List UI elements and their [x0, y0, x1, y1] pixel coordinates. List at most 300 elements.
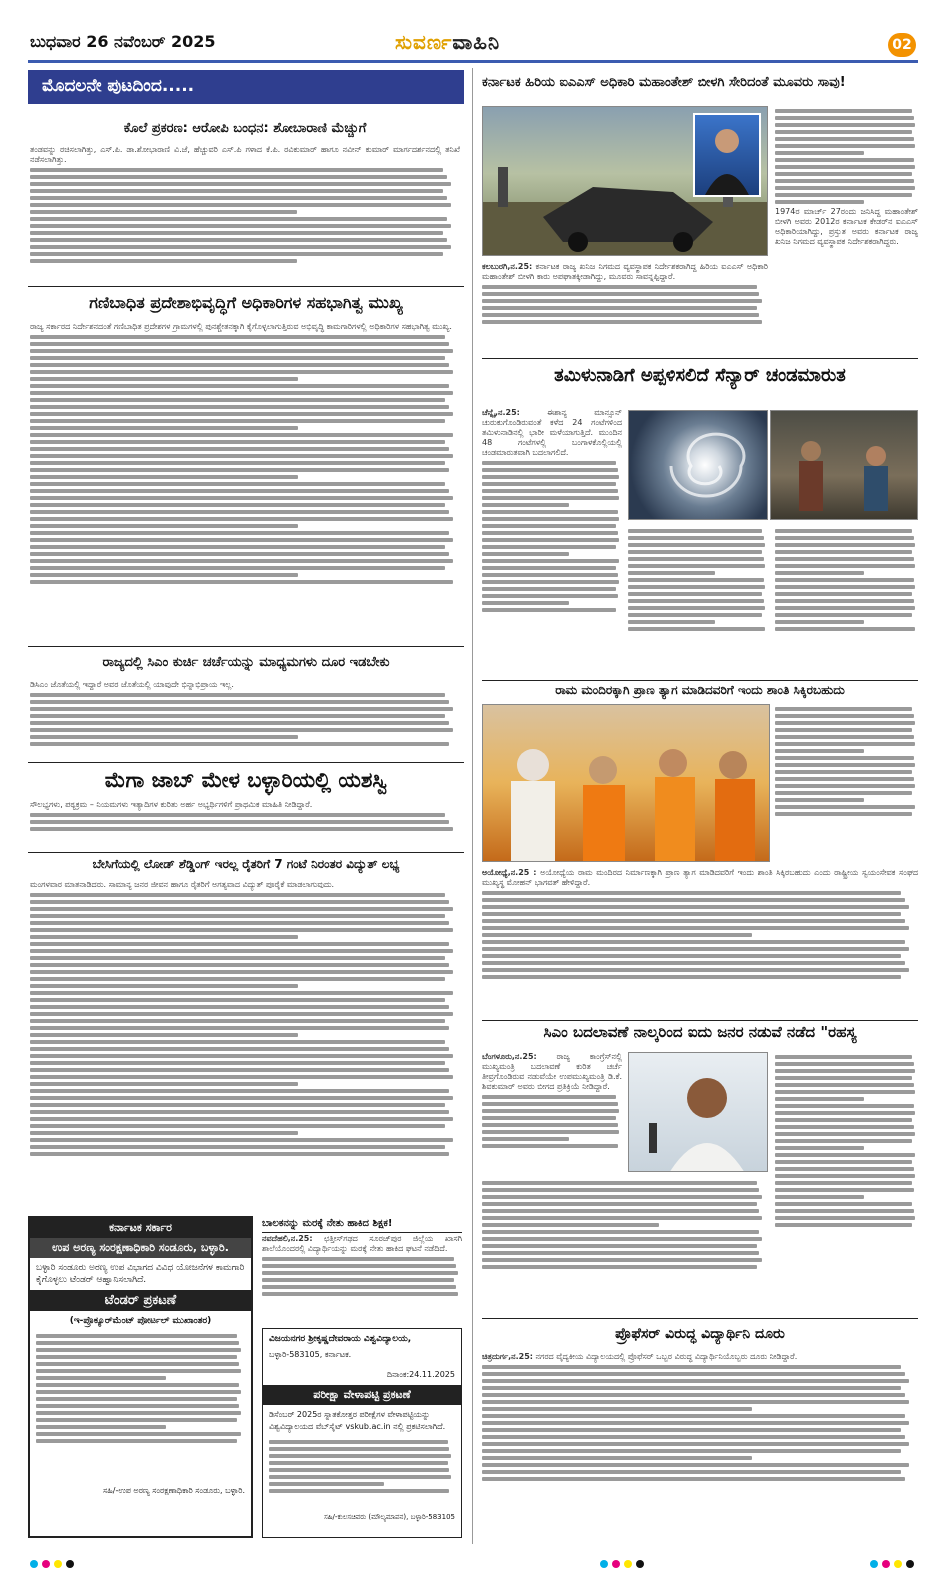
- ias-sidebar: [775, 106, 918, 354]
- text-line-placeholder: [775, 165, 915, 169]
- text-line-placeholder: [482, 496, 619, 500]
- cm-kurchi-body: [30, 680, 462, 758]
- text-line-placeholder: [30, 482, 445, 486]
- text-line-placeholder: [482, 566, 616, 570]
- university-ad-footer: ಸಹಿ/-ಕುಲಸಚಿವರು (ಮೌಲ್ಯಮಾಪನ), ಬಳ್ಳಾರಿ-583105: [324, 1513, 455, 1521]
- text-line-placeholder: [30, 914, 445, 918]
- text-line-placeholder: [30, 1040, 445, 1044]
- kole-headline: ಕೊಲೆ ಪ್ರಕರಣ: ಆರೋಪಿ ಬಂಧನ: ಶೋಬಾರಾಣಿ ಮೆಚ್ಚುಗೆ: [123, 121, 367, 136]
- text-line-placeholder: [262, 1292, 458, 1296]
- text-line-placeholder: [36, 1369, 241, 1373]
- text-line-placeholder: [30, 440, 445, 444]
- text-line-placeholder: [775, 1188, 914, 1192]
- text-line-placeholder: [628, 606, 765, 610]
- masthead: [0, 0, 945, 62]
- cyclone-dateline: ಚೆನ್ನೈ,ನ.25:: [482, 408, 520, 417]
- text-line-placeholder: [775, 144, 915, 148]
- text-line-placeholder: [262, 1278, 454, 1282]
- text-line-placeholder: [775, 1209, 914, 1213]
- text-line-placeholder: [775, 193, 912, 197]
- text-line-placeholder: [482, 1144, 618, 1148]
- cm-change-headline: ಸಿಎಂ ಬದಲಾವಣೆ ನಾಲ್ಕರಿಂದ ಐದು ಜನರ ನಡುವೆ ನಡೆದ "ರಹಸ್ಯ: [543, 1023, 857, 1041]
- text-line-placeholder: [30, 210, 297, 214]
- mega-job-lead: ಸೌಲಭ್ಯಗಳು, ಪಠ್ಯಕ್ರಮ – ನಿಯಮಗಳು ಇತ್ಯಾದಿಗಳ ಕುರಿತು ಅರ್ಹ ಅಭ್ಯರ್ಥಿಗಳಿಗೆ ಪ್ರಾಥಮಿಕ ಮಾಹಿತಿ ನೀಡಿದ್ದಾರೆ.: [30, 800, 313, 809]
- text-line-placeholder: [30, 363, 449, 367]
- yellow-dot: [54, 1560, 62, 1568]
- tender-ad-body: ಬಳ್ಳಾರಿ ಸಂಡೂರು ಅರಣ್ಯ ಉಪ ವಿಭಾಗದ ವಿವಿಧ ಯೋಜನೆಗಳ ಕಾಮಗಾರಿ ಕೈಗೊಳ್ಳಲು ಟೆಂಡರ್ ಆಹ್ವಾನಿಸಲಾಗಿದೆ.: [36, 1263, 245, 1285]
- text-line-placeholder: [482, 1393, 905, 1397]
- text-line-placeholder: [30, 496, 453, 500]
- text-line-placeholder: [775, 123, 915, 127]
- cyclone-body: [482, 408, 622, 678]
- text-line-placeholder: [30, 245, 451, 249]
- professor-body: [482, 1352, 918, 1540]
- text-line-placeholder: [482, 1477, 905, 1481]
- text-line-placeholder: [30, 217, 447, 221]
- text-line-placeholder: [30, 370, 453, 374]
- text-line-placeholder: [482, 510, 618, 514]
- text-line-placeholder: [30, 419, 445, 423]
- text-line-placeholder: [30, 224, 451, 228]
- text-line-placeholder: [262, 1264, 456, 1268]
- text-line-placeholder: [775, 798, 864, 802]
- text-line-placeholder: [775, 186, 915, 190]
- text-line-placeholder: [269, 1454, 451, 1458]
- text-line-placeholder: [628, 571, 715, 575]
- rama-mandira-dateline: ಅಯೋಧ್ಯೆ,ನ.25 :: [482, 868, 537, 877]
- tender-ad-title: ಟೆಂಡರ್ ಪ್ರಕಟಣೆ: [30, 1290, 251, 1311]
- text-line-placeholder: [482, 1442, 909, 1446]
- text-line-placeholder: [775, 1223, 912, 1227]
- text-line-placeholder: [482, 601, 569, 605]
- text-line-placeholder: [482, 1456, 752, 1460]
- cyclone-swirl-icon: [629, 411, 768, 520]
- university-ad-header: ವಿಜಯನಗರ ಶ್ರೀಕೃಷ್ಣದೇವರಾಯ ವಿಶ್ವವಿದ್ಯಾಲಯ,: [269, 1334, 412, 1344]
- text-line-placeholder: [775, 627, 915, 631]
- text-line-placeholder: [482, 573, 618, 577]
- text-line-placeholder: [482, 292, 759, 296]
- text-line-placeholder: [628, 599, 764, 603]
- text-line-placeholder: [30, 998, 445, 1002]
- text-line-placeholder: [775, 536, 914, 540]
- text-line-placeholder: [262, 1285, 456, 1289]
- text-line-placeholder: [482, 940, 905, 944]
- professor-dateline: ಚಿತ್ರದುರ್ಗ,ನ.25:: [482, 1352, 533, 1361]
- ganibadhita-body: [30, 322, 462, 640]
- text-line-placeholder: [482, 1181, 757, 1185]
- text-line-placeholder: [482, 468, 618, 472]
- text-line-placeholder: [775, 1055, 912, 1059]
- text-line-placeholder: [482, 912, 901, 916]
- text-line-placeholder: [482, 1400, 909, 1404]
- cm-change-lead: ರಾಜ್ಯ ಕಾಂಗ್ರೆಸ್‌ನಲ್ಲಿ ಮುಖ್ಯಮಂತ್ರಿ ಬದಲಾವಣೆ ಕುರಿತ ಚರ್ಚೆ ತೀವ್ರಗೊಂಡಿರುವ ನಡುವೆಯೇ ಉಪಮುಖ್ಯಮಂತ್ರಿ ಡಿ.ಕೆ. ಶಿವಕುಮಾರ್ ಅವರು ಬೀಗದ ಪ್ರತಿಕ್ರಿಯೆ ನೀಡಿದ್ದಾರೆ.: [482, 1052, 622, 1091]
- black-dot: [66, 1560, 74, 1568]
- logo-part-1: ಸುವರ್ಣ: [395, 30, 453, 54]
- text-line-placeholder: [482, 898, 905, 902]
- text-line-placeholder: [30, 1019, 445, 1023]
- text-line-placeholder: [30, 1061, 445, 1065]
- text-line-placeholder: [482, 1407, 752, 1411]
- page-number-badge: 02: [888, 33, 916, 57]
- text-line-placeholder: [269, 1489, 449, 1493]
- text-line-placeholder: [775, 1146, 864, 1150]
- text-line-placeholder: [482, 538, 619, 542]
- portrait-icon: [695, 115, 759, 195]
- magenta-dot: [42, 1560, 50, 1568]
- text-line-placeholder: [775, 179, 914, 183]
- text-line-placeholder: [482, 1137, 569, 1141]
- text-line-placeholder: [262, 1257, 454, 1261]
- text-line-placeholder: [30, 349, 453, 353]
- text-line-placeholder: [628, 557, 764, 561]
- text-line-placeholder: [482, 905, 909, 909]
- text-line-placeholder: [30, 454, 453, 458]
- speaker-icon: [629, 1053, 768, 1172]
- text-line-placeholder: [30, 426, 298, 430]
- rama-mandira-lead: ಅಯೋಧ್ಯೆಯ ರಾಮ ಮಂದಿರದ ನಿರ್ಮಾಣಕ್ಕಾಗಿ ಪ್ರಾಣ ತ್ಯಾಗ ಮಾಡಿದವರಿಗೆ ಇಂದು ಶಾಂತಿ ಸಿಕ್ಕಿರಬಹುದು ಎಂದು ರಾಷ್ಟ್ರೀಯ ಸ್ವಯಂಸೇವಕ ಸಂಘದ ಮುಖ್ಯಸ್ಥ ಮೋಹನ್ ಭಾಗವತ್ ಹೇಳಿದ್ದಾರೆ.: [482, 868, 918, 887]
- text-line-placeholder: [269, 1482, 384, 1486]
- text-line-placeholder: [36, 1348, 241, 1352]
- text-line-placeholder: [775, 749, 864, 753]
- text-line-placeholder: [30, 531, 449, 535]
- text-line-placeholder: [775, 620, 864, 624]
- text-line-placeholder: [482, 1372, 905, 1376]
- text-line-placeholder: [30, 175, 447, 179]
- text-line-placeholder: [30, 573, 298, 577]
- text-line-placeholder: [36, 1341, 239, 1345]
- text-line-placeholder: [30, 461, 445, 465]
- text-line-placeholder: [775, 707, 912, 711]
- text-line-placeholder: [30, 984, 298, 988]
- text-line-placeholder: [30, 735, 298, 739]
- text-line-placeholder: [482, 517, 619, 521]
- mega-job-headline: ಮೆಗಾ ಜಾಬ್ ಮೇಳ ಬಳ್ಳಾರಿಯಲ್ಲಿ ಯಶಸ್ವಿ: [104, 768, 388, 792]
- text-line-placeholder: [30, 384, 449, 388]
- tender-ad-subtitle: (ಇ-ಪ್ರೊಕ್ಯೂರ್‌ಮೆಂಟ್ ಪೋರ್ಟಲ್ ಮುಖಾಂತರ): [69, 1316, 212, 1326]
- text-line-placeholder: [482, 947, 909, 951]
- text-line-placeholder: [269, 1447, 449, 1451]
- ias-headline: ಕರ್ನಾಟಕ ಹಿರಿಯ ಐಎಎಸ್ ಅಧಿಕಾರಿ ಮಹಾಂತೇಶ್ ಬೀಳಗಿ ಸೇರಿದಂತೆ ಮೂವರು ಸಾವು!: [482, 75, 846, 90]
- magenta-dot: [882, 1560, 890, 1568]
- ias-dateline: ಕಲಬುರಗಿ,ನ.25:: [482, 262, 533, 271]
- text-line-placeholder: [482, 1421, 909, 1425]
- text-line-placeholder: [775, 812, 912, 816]
- print-registration-marks: [0, 1556, 945, 1574]
- university-ad-body: ಡಿಸೆಂಬರ್ 2025ರ ಸ್ನಾತಕೋತ್ತರ ಪರೀಕ್ಷೆಗಳ ವೇಳಾಪಟ್ಟಿಯನ್ನು ವಿಶ್ವವಿದ್ಯಾಲಯದ ವೆಬ್‌ಸೈಟ್ vskub.ac.in ನಲ್ಲಿ ಪ್ರಕಟಿಸಲಾಗಿದೆ.: [269, 1410, 446, 1431]
- text-line-placeholder: [30, 391, 453, 395]
- text-line-placeholder: [30, 189, 443, 193]
- accident-photo: [482, 106, 768, 256]
- text-line-placeholder: [628, 592, 762, 596]
- text-line-placeholder: [269, 1440, 448, 1444]
- text-line-placeholder: [36, 1383, 239, 1387]
- text-line-placeholder: [30, 935, 298, 939]
- text-line-placeholder: [30, 259, 297, 263]
- ceremony-icon: [483, 705, 770, 862]
- text-line-placeholder: [30, 475, 298, 479]
- text-line-placeholder: [36, 1425, 166, 1429]
- text-line-placeholder: [36, 1397, 237, 1401]
- text-line-placeholder: [30, 1033, 298, 1037]
- text-line-placeholder: [30, 517, 453, 521]
- text-line-placeholder: [482, 926, 909, 930]
- text-line-placeholder: [775, 805, 915, 809]
- text-line-placeholder: [482, 531, 618, 535]
- text-line-placeholder: [269, 1468, 449, 1472]
- cm-change-sidebar: [775, 1052, 918, 1312]
- text-line-placeholder: [775, 172, 912, 176]
- professor-headline: ಪ್ರೊಫೆಸರ್ ವಿರುದ್ಧ ವಿದ್ಯಾರ್ಥಿನಿ ದೂರು: [615, 1326, 785, 1342]
- text-line-placeholder: [775, 557, 914, 561]
- tender-ad-footer: ಸಹಿ/-ಉಪ ಅರಣ್ಯ ಸಂರಕ್ಷಣಾಧಿಕಾರಿ ಸಂಡೂರು, ಬಳ್ಳಾರಿ.: [103, 1486, 245, 1495]
- text-line-placeholder: [482, 1230, 759, 1234]
- text-line-placeholder: [30, 252, 443, 256]
- text-line-placeholder: [775, 1111, 915, 1115]
- text-line-placeholder: [482, 1379, 909, 1383]
- text-line-placeholder: [775, 137, 914, 141]
- text-line-placeholder: [30, 893, 445, 897]
- text-line-placeholder: [36, 1334, 237, 1338]
- text-line-placeholder: [36, 1362, 239, 1366]
- text-line-placeholder: [30, 405, 449, 409]
- text-line-placeholder: [30, 707, 453, 711]
- text-line-placeholder: [30, 921, 449, 925]
- cyclone-body-col2: [628, 526, 768, 676]
- cm-change-body: [482, 1052, 622, 1172]
- text-line-placeholder: [775, 571, 864, 575]
- text-line-placeholder: [36, 1432, 241, 1436]
- text-line-placeholder: [775, 1118, 912, 1122]
- text-line-placeholder: [30, 398, 445, 402]
- text-line-placeholder: [482, 580, 619, 584]
- text-line-placeholder: [628, 578, 764, 582]
- text-line-placeholder: [30, 1089, 449, 1093]
- text-line-placeholder: [30, 1026, 449, 1030]
- text-line-placeholder: [269, 1475, 451, 1479]
- text-line-placeholder: [482, 1109, 619, 1113]
- text-line-placeholder: [482, 1386, 901, 1390]
- text-line-placeholder: [30, 700, 449, 704]
- text-line-placeholder: [30, 1082, 298, 1086]
- text-line-placeholder: [482, 1123, 618, 1127]
- cm-change-dateline: ಬೆಂಗಳೂರು,ನ.25:: [482, 1052, 537, 1061]
- text-line-placeholder: [30, 813, 445, 817]
- text-line-placeholder: [482, 1244, 757, 1248]
- text-line-placeholder: [30, 1005, 449, 1009]
- divider: [28, 762, 464, 763]
- text-line-placeholder: [30, 928, 453, 932]
- text-line-placeholder: [482, 1470, 901, 1474]
- cyclone-headline: ತಮಿಳುನಾಡಿಗೆ ಅಪ್ಪಳಿಸಲಿದೆ ಸೆನ್ಯಾರ್ ಚಂಡಮಾರುತ: [554, 365, 846, 386]
- text-line-placeholder: [775, 791, 912, 795]
- text-line-placeholder: [482, 975, 901, 979]
- text-line-placeholder: [30, 538, 453, 542]
- text-line-placeholder: [30, 942, 449, 946]
- text-line-placeholder: [482, 1130, 619, 1134]
- text-line-placeholder: [775, 1132, 915, 1136]
- divider: [28, 646, 464, 647]
- text-line-placeholder: [482, 1188, 759, 1192]
- text-line-placeholder: [262, 1271, 458, 1275]
- text-line-placeholder: [775, 728, 912, 732]
- text-line-placeholder: [482, 608, 616, 612]
- text-line-placeholder: [30, 377, 298, 381]
- cyclone-lead: ಈಶಾನ್ಯ ಮಾನ್ಸೂನ್ ಚುರುಕುಗೊಂಡಿರುವಂತೆ ಕಳೆದ 24 ಗಂಟೆಗಳಿಂದ ತಮಿಳುನಾಡಿನಲ್ಲಿ ಭಾರೀ ಮಳೆಯಾಗುತ್ತಿದೆ. ಮುಂದಿನ 48 ಗಂಟೆಗಳಲ್ಲಿ ಬಂಗಾಳಕೊಲ್ಲಿಯಲ್ಲಿ ಚಂಡಮಾರುತವಾಗಿ ಬದಲಾಗಲಿದೆ.: [482, 408, 622, 457]
- text-line-placeholder: [36, 1390, 241, 1394]
- text-line-placeholder: [36, 1411, 241, 1415]
- text-line-placeholder: [775, 1167, 914, 1171]
- text-line-placeholder: [482, 1365, 901, 1369]
- text-line-placeholder: [775, 200, 864, 204]
- text-line-placeholder: [775, 1097, 864, 1101]
- issue-date: ಬುಧವಾರ 26 ನವೆಂಬರ್ 2025: [30, 32, 216, 51]
- column-rule: [472, 68, 473, 1544]
- text-line-placeholder: [775, 1104, 914, 1108]
- text-line-placeholder: [30, 1096, 453, 1100]
- text-line-placeholder: [36, 1418, 237, 1422]
- text-line-placeholder: [30, 907, 453, 911]
- text-line-placeholder: [482, 285, 757, 289]
- masthead-rule: [28, 60, 918, 63]
- text-line-placeholder: [775, 784, 915, 788]
- university-ad-subheader: ಬಳ್ಳಾರಿ-583105, ಕರ್ನಾಟಕ.: [269, 1350, 352, 1359]
- text-line-placeholder: [482, 489, 618, 493]
- text-line-placeholder: [482, 968, 909, 972]
- university-ad-title: ಪರೀಕ್ಷಾ ವೇಳಾಪಟ್ಟಿ ಪ್ರಕಟಣೆ: [263, 1385, 461, 1405]
- text-line-placeholder: [30, 559, 453, 563]
- text-line-placeholder: [775, 1160, 912, 1164]
- text-line-placeholder: [482, 320, 762, 324]
- text-line-placeholder: [30, 977, 445, 981]
- text-line-placeholder: [482, 503, 569, 507]
- text-line-placeholder: [30, 1145, 445, 1149]
- text-line-placeholder: [628, 585, 765, 589]
- university-ad-fineprint: [263, 1437, 461, 1507]
- text-line-placeholder: [30, 1117, 453, 1121]
- text-line-placeholder: [482, 313, 759, 317]
- text-line-placeholder: [775, 592, 912, 596]
- text-line-placeholder: [482, 545, 616, 549]
- text-line-placeholder: [775, 1153, 915, 1157]
- text-line-placeholder: [628, 627, 765, 631]
- text-line-placeholder: [30, 721, 449, 725]
- ganibadhita-lead: ರಾಜ್ಯ ಸರ್ಕಾರದ ನಿರ್ದೇಶನದಂತೆ ಗಣಿಬಾಧಿತ ಪ್ರದೇಶಗಳ ಗ್ರಾಮಗಳಲ್ಲಿ ಪುನಶ್ಚೇತನಕ್ಕಾಗಿ ಕೈಗೊಳ್ಳಲಾಗುತ್ತಿರುವ ಅಭಿವೃದ್ಧಿ ಕಾಮಗಾರಿಗಳಲ್ಲಿ ಅಧಿಕಾರಿಗಳ ಸಹಭಾಗಿತ್ವ ಮುಖ್ಯ.: [30, 322, 452, 331]
- divider: [28, 286, 464, 287]
- text-line-placeholder: [482, 1237, 762, 1241]
- text-line-placeholder: [30, 1068, 449, 1072]
- text-line-placeholder: [30, 1054, 453, 1058]
- text-line-placeholder: [482, 1095, 616, 1099]
- tender-ad-header2: ಉಪ ಅರಣ್ಯ ಸಂರಕ್ಷಣಾಧಿಕಾರಿ ಸಂಡೂರು, ಬಳ್ಳಾರಿ.: [30, 1238, 251, 1258]
- text-line-placeholder: [30, 238, 447, 242]
- text-line-placeholder: [775, 714, 914, 718]
- load-shedding-headline: ಬೇಸಿಗೆಯಲ್ಲಿ ಲೋಡ್ ಶೆಡ್ಡಿಂಗ್ ಇರಲ್ಲ ರೈತರಿಗೆ 7 ಗಂಟೆ ನಿರಂತರ ವಿದ್ಯುತ್ ಲಭ್ಯ: [92, 857, 400, 871]
- text-line-placeholder: [482, 1216, 762, 1220]
- text-line-placeholder: [482, 1195, 762, 1199]
- text-line-placeholder: [775, 735, 914, 739]
- text-line-placeholder: [30, 963, 449, 967]
- text-line-placeholder: [775, 564, 915, 568]
- text-line-placeholder: [30, 693, 445, 697]
- text-line-placeholder: [775, 151, 864, 155]
- text-line-placeholder: [775, 158, 914, 162]
- text-line-placeholder: [30, 949, 453, 953]
- kole-lead: ತಂಡವನ್ನು ರಚಿಸಲಾಗಿತ್ತು, ಎಸ್.ಪಿ. ಡಾ.ಶೋಭಾರಾಣಿ ವಿ.ಜೆ, ಹೆಚ್ಚುವರಿ ಎಸ್.ಪಿ ಗಳಾದ ಕೆ.ಪಿ. ರವಿಕುಮಾರ್ ಹಾಗೂ ನವೀನ್ ಕುಮಾರ್ ಮಾರ್ಗದರ್ಶನದಲ್ಲಿ ತನಿಖೆ ನಡೆಸಲಾಗಿತ್ತು.: [30, 145, 460, 164]
- text-line-placeholder: [30, 820, 449, 824]
- text-line-placeholder: [30, 827, 453, 831]
- text-line-placeholder: [628, 550, 762, 554]
- text-line-placeholder: [482, 552, 569, 556]
- text-line-placeholder: [482, 482, 616, 486]
- text-line-placeholder: [30, 552, 449, 556]
- text-line-placeholder: [775, 613, 912, 617]
- text-line-placeholder: [30, 566, 445, 570]
- text-line-placeholder: [482, 559, 619, 563]
- text-line-placeholder: [30, 970, 453, 974]
- text-line-placeholder: [482, 933, 752, 937]
- text-line-placeholder: [775, 1202, 912, 1206]
- kole-body: [30, 145, 460, 280]
- text-line-placeholder: [775, 585, 915, 589]
- load-shedding-lead: ಮಂಗಳವಾರ ಮಾತನಾಡಿದರು. ಸಾಮಾನ್ಯ ಜನರ ಜೀವನ ಹಾಗೂ ರೈತರಿಗೆ ಅಗತ್ಯವಾದ ವಿದ್ಯುತ್ ಪೂರೈಕೆ ಮಾಡಲಾಗುವುದು.: [30, 880, 335, 889]
- text-line-placeholder: [482, 1449, 901, 1453]
- text-line-placeholder: [775, 1083, 914, 1087]
- divider: [482, 680, 918, 681]
- rama-mandira-photo: [482, 704, 770, 862]
- text-line-placeholder: [775, 116, 914, 120]
- magenta-dot: [612, 1560, 620, 1568]
- text-line-placeholder: [482, 891, 901, 895]
- rama-mandira-body: [482, 868, 918, 1018]
- text-line-placeholder: [482, 1251, 759, 1255]
- text-line-placeholder: [30, 342, 449, 346]
- text-line-placeholder: [36, 1355, 237, 1359]
- text-line-placeholder: [775, 1174, 915, 1178]
- text-line-placeholder: [482, 1463, 909, 1467]
- text-line-placeholder: [30, 1103, 445, 1107]
- ias-lead: ಕರ್ನಾಟಕ ರಾಜ್ಯ ಖನಿಜ ನಿಗಮದ ವ್ಯವಸ್ಥಾಪಕ ನಿರ್ದೇಶಕರಾಗಿದ್ದ ಹಿರಿಯ ಐಎಎಸ್ ಅಧಿಕಾರಿ ಮಹಾಂತೇಶ್ ಬೀಳಗಿ ಕಾರು ಅಪಘಾತಕ್ಕೀಡಾಗಿದ್ದು, ಮೂವರು ಸಾವನ್ನಪ್ಪಿದ್ದಾರೆ.: [482, 262, 768, 281]
- university-ad: [262, 1328, 462, 1538]
- divider: [482, 1020, 918, 1021]
- text-line-placeholder: [482, 954, 901, 958]
- text-line-placeholder: [775, 742, 915, 746]
- text-line-placeholder: [775, 1181, 912, 1185]
- official-portrait-inset: [693, 113, 761, 197]
- cyan-dot: [30, 1560, 38, 1568]
- text-line-placeholder: [482, 1258, 762, 1262]
- text-line-placeholder: [628, 529, 762, 533]
- text-line-placeholder: [482, 306, 757, 310]
- divider: [482, 358, 918, 359]
- text-line-placeholder: [482, 1202, 757, 1206]
- text-line-placeholder: [482, 1435, 905, 1439]
- text-line-placeholder: [30, 510, 449, 514]
- text-line-placeholder: [36, 1439, 237, 1443]
- text-line-placeholder: [628, 620, 715, 624]
- text-line-placeholder: [30, 412, 453, 416]
- text-line-placeholder: [482, 1102, 618, 1106]
- text-line-placeholder: [775, 721, 915, 725]
- text-line-placeholder: [775, 606, 915, 610]
- text-line-placeholder: [269, 1461, 448, 1465]
- text-line-placeholder: [30, 335, 445, 339]
- tender-ad-fineprint: [30, 1331, 251, 1481]
- text-line-placeholder: [775, 777, 914, 781]
- text-line-placeholder: [30, 991, 453, 995]
- black-dot: [636, 1560, 644, 1568]
- text-line-placeholder: [30, 1012, 453, 1016]
- text-line-placeholder: [775, 1139, 912, 1143]
